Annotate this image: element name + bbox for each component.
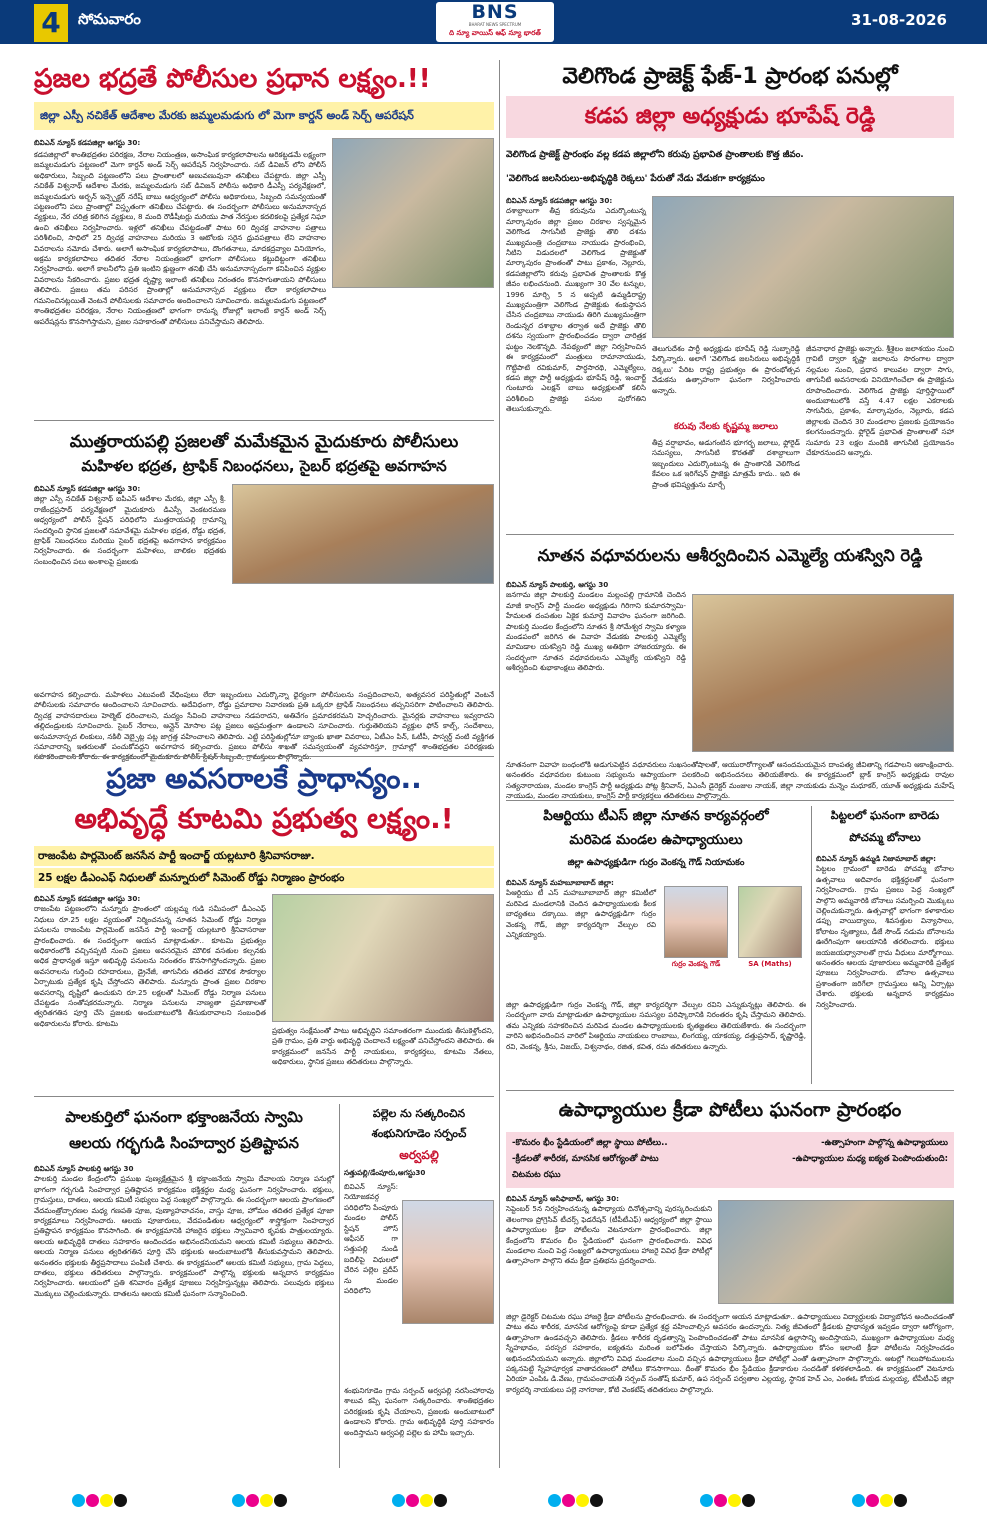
story10-bullets (506, 1132, 954, 1188)
story9-photo (402, 1200, 494, 1324)
story6-body-left: పిఆర్టియు టీ ఎస్ మహబూబాబాద్ జిల్లా కమిటీలో మరిపెడ మండలానికి చెందిన ఉపాధ్యాయులకు కీలక బాధ్యతలు దక్కాయి. జిల్లా ఉపాధ్యక్షుడిగా గుర్రం వెంకన్న గౌడ్, జిల్లా కార్యదర్శిగా వేల్పుల రవి ఎన్నికయ్యారు. (506, 888, 656, 940)
story7-dateline: బివిఎన్ న్యూస్ ఉమ్మడి నిజామాబాద్ జిల్లా: (816, 854, 937, 863)
story2-body-right: జీవనాధార ప్రాజెక్టు అన్నారు. శ్రీశైలం జలాశయం నుంచి గ్రావిటీ ద్వారా కృష్ణా జలాలను సొరంగాల ద్వారా నల్లమల నుంచి, ప్రధాన కాలువల ద్వారా సాగు, తాగునీటి అవసరాలకు వినియోగించేలా ఈ ప్రాజెక్టును రూపొందించారు. వెలిగొండ ప్రాజెక్టు పూర్తిస్థాయిలో అందుబాటులోకి వస్తే 4.47 లక్షల ఎకరాలకు సాగునీరు, ప్రకాశం, మార్కాపురం, నెల్లూరు, కడప జిల్లాలకు చెందిన 30 మండలాల ప్రజలకు ప్రయోజనం కలగనుందన్నారు. ఫ్లోరైడ్ ప్రభావిత ప్రాంతాలతో సహా సుమారు 23 లక్షల మందికి తాగునీటి ప్రయోజనం చేకూరనుందని అన్నారు. (806, 344, 954, 458)
logo-tagline: ది న్యూ వాయిస్ ఆఫ్ న్యూ భారత్ (449, 29, 541, 37)
story10-bullet3: -క్రీడలతో శారీరక, మానసిక ఆరోగ్యంతో పాటు (512, 1154, 659, 1164)
story6-body-left-wrap (506, 878, 656, 998)
story2-headline-line2: కడప జిల్లా అధ్యక్షుడు భూపేష్ రెడ్డి (506, 96, 954, 138)
story2-body-mid2: తీవ్ర వర్షాభావం, అడుగంటిన భూగర్భ జలాలు, ఫ్లోరైడ్ సమస్యలు, సాగునీటి కొరతతో దశాబ్దాలుగా ఇబ్బందులు ఎదుర్కొంటున్న ఈ ప్రాంతానికి వెలిగొండ కేవలం ఒక ఇరిగేషన్ ప్రాజెక్టు మాత్రమే కాదు.. ఇది ఈ ప్రాంత భవిష్యత్తును మార్చే (652, 438, 800, 489)
story3-body: అవగాహన కల్పించారు. మహిళలు ఎటువంటి వేధింపులు లేదా ఇబ్బందులు ఎదుర్కొన్నా ధైర్యంగా పోలీసులను సంప్రదించాలని, అత్యవసర పరిస్థితుల్లో వెంటనే పోలీసులకు సమాచారం అందించాలని సూచించారు. అదేవిధంగా, రోడ్డు ప్రమాదాల నివారణకు ప్రతి ఒక్కరూ ట్రాఫిక్ నిబంధనలు తప్పనిసరిగా పాటించాలని తెలిపారు. ద్విచక్ర వాహనదారులు హెల్మెట్ ధరించాలని, మద్యం సేవించి వాహనాలు నడపరాదని, అతివేగం ప్రమాదకరమని హెచ్చరించారు. మైనర్లకు వాహనాలు ఇవ్వరాదని తల్లిదండ్రులకు సూచించారు. సైబర్ నేరాలు, ఆన్లైన్ మోసాల పట్ల ప్రజలు అప్రమత్తంగా ఉండాలని సూచించారు. గుర్తుతెలియని వ్యక్తుల ఫోన్ కాల్స్, సందేశాలు, అనుమానాస్పద లింకులు, నకిలీ వెబ్సైట్ల పట్ల జాగ్రత్త వహించాలని తెలిపారు. ఎట్టి పరిస్థితుల్లోనూ బ్యాంకు ఖాతా వివరాలు, ఏటీఎం పిన్, ఓటీపీ, పాస్వర్డ్ వంటి వ్యక్తిగత సమాచారాన్ని ఇతరులతో పంచుకోవద్దని అవగాహన కల్పించారు. ప్రజలు పోలీసు శాఖతో సమన్వయంతో వ్యవహరిస్తూ, గ్రామాల్లో శాంతిభద్రతల పరిరక్షణకు (34, 690, 494, 752)
story10-body-left: సెప్టెంబర్ 5న నిర్వహించనున్న ఉపాధ్యాయ దినోత్సవాన్ని పురస్కరించుకుని తెలంగాణ ప్రోగ్రెసివ్ టీచర్స్ ఫెడరేషన్ (టీపీటీఎఫ్) ఆధ్వర్యంలో జిల్లా స్థాయి ఉపాధ్యాయుల క్రీడా పోటీలను వెటనూరుగా ప్రారంభించారు. జిల్లా కేంద్రంలోని కొమరం భీం స్టేడియంలో ఘనంగా ప్రారంభించారు. వివిధ మండలాల నుంచి పెద్ద సంఖ్యలో ఉపాధ్యాయులు హాజరై వివిధ క్రీడా పోటీల్లో ఉత్సాహంగా పాల్గొని తమ క్రీడా ప్రతిభను ప్రదర్శించారు. (506, 1204, 712, 1266)
story6-photo1-caption: గుర్రం వెంకన్న గౌడ్ (671, 960, 721, 968)
story5-subhead2: 25 లక్షల డీఎంఎఫ్ నిధులతో మన్నూరులో సిమెంట్ రోడ్డు నిర్మాణం ప్రారంభం (34, 868, 494, 888)
registration-marks (0, 1488, 987, 1512)
story7-body-wrap (816, 854, 954, 1084)
story5-subhead1: రాజంపేట పార్లమెంట్ జనసేన పార్టీ ఇంచార్జ్ యల్లటూరి శ్రీనివాసరాజు. (34, 846, 494, 866)
story8-headline-line1: పాలకుర్తిలో ఘనంగా భక్తాంజనేయ స్వామి (65, 1108, 303, 1126)
story9-body-left: బివిఎన్ న్యూస్: నియోజకవర్గ పరిధిలోని పేంపూరు మండల పోలీస్ స్టేషన్ హౌస్ ఆఫీసర్ గా సత్తుపల్లి నుండి బదిలీపై విధులలో చేరిన పల్లెల ప్రదీప్ ను మండల పరిధిలోని (344, 1182, 398, 1296)
registration-dots (852, 1492, 908, 1511)
story10-bullet4: -ఉపాధ్యాయుల మధ్య ఐక్యత పెంపొందుతుంది: (792, 1154, 948, 1164)
story5-photo (272, 894, 494, 1022)
story9-body: శంభునిగూడెం గ్రామ సర్పంచ్ అర్వపల్లి నరసింహారావు శాలువ కప్పి ఘనంగా సత్కరించారు. శాంతిభద్రతల పరిరక్షణకు కృషి చేయాలని, ప్రజలకు అందుబాటులో ఉండాలని కోరారు. గ్రామ అభివృద్ధికి పూర్తి సహకారం అందిస్తామని అర్వపల్లి పల్లెల కు హామీ ఇచ్చారు. (344, 1386, 494, 1437)
story3-body-left (34, 484, 226, 690)
divider (506, 800, 954, 801)
registration-dots (72, 1492, 128, 1511)
story4-headline: నూతన వధూవరులను ఆశీర్వదించిన ఎమ్మెల్యే యశస్విని రెడ్డి (537, 546, 923, 565)
divider (506, 534, 954, 535)
story6-photo2-caption: SA (Maths) (748, 960, 792, 968)
story6-photo2 (738, 886, 802, 958)
story8-headline-line2: ఆలయ గర్భగుడి సింహద్వార ప్రతిష్టాపన (69, 1134, 299, 1152)
story9-headline-line2: శంభునిగూడెం సర్పంచ్ (371, 1127, 467, 1140)
story5-headline-line2: అభివృద్ధే కూటమి ప్రభుత్వ లక్ష్యం.! (74, 802, 454, 835)
story1-body: కడపజిల్లాలో శాంతిభద్రతల పరిరక్షణ, నేరాల నియంత్రణ, అసాంఘిక కార్యకలాపాలను అరికట్టడమే లక్ష్యంగా జమ్మలమడుగు పట్టణంలో మెగా కార్డన్ అండ్ సెర్చ్ ఆపరేషన్ నిర్వహించారు. సబ్ డివిజన్ లోని పోలీస్ అధికారులు, సిబ్బంది పట్టణంలోని పలు ప్రాంతాలలో అణువణువునా తనిఖీలు చేపట్టారు. జిల్లా ఎస్పీ నచికేత్ విశ్వనాథ్ ఆదేశాల మేరకు, జమ్మలమడుగు సబ్ డివిజన్ పోలీసు అధికారి డీఎస్పీ పర్యవేక్షణలో, జమ్మలమడుగు అర్బన్ ఇన్స్పెక్టర్ నరేష్ బాబు ఆధ్వర్యంలో పోలీసు అధికారులు, సిబ్బంది సమన్వయంతో పట్టణంలోని పలు ప్రాంతాల్లో విస్తృతంగా తనిఖీలు చేపట్టారు. ఈ సందర్భంగా పోలీసులు అనుమానాస్పద వ్యక్తులు, నేర చరిత్ర కలిగిన వ్యక్తులు, 8 మంది రౌడీషీటర్లు మరియు పాత నేరస్తుల కదలికలపై ప్రత్యేక నిఘా ఉంచి తనిఖీలు నిర్వహించారు. ఇళ్లలో తనిఖీలు చేపట్టడంతో పాటు 60 ద్విచక్ర వాహనాల పత్రాలు పరిశీలించి, సాధిలో 25 ద్విచక్ర వాహనాలు మరియు 3 ఆటోలకు సరైన ధ్రువపత్రాలు లేని వాహనాల వివరాలను నమోదు చేశారు. అలాగే అసాంఘిక కార్యకలాపాలు, దొంగతనాలు, మాదకద్రవ్యాల వినియోగం, అక్రమ కార్యకలాపాలు తదితర నేరాల నియంత్రణలో భాగంగా పోలీసులు కట్టుదిట్టంగా తనిఖీలు నిర్వహించారు. అలాగే కాలనీలోని ప్రతి ఇంటిని క్షుణ్ణంగా తనిఖీ చేసి అనుమానాస్పదంగా కనిపించిన వ్యక్తుల వివరాలను సేకరించారు. ప్రజల భద్రత దృష్ట్యా ఇలాంటి తనిఖీలు నిరంతరం కొనసాగుతాయని పోలీసులు తెలిపారు. ప్రజలు తమ పరిసర ప్రాంతాల్లో అనుమానాస్పద వ్యక్తులు లేదా కార్యకలాపాలు గమనించినట్లయితే వెంటనే పోలీసులకు సమాచారం అందించాలని సూచించారు. జమ్మలమడుగు పట్టణంలో శాంతిభద్రతల పరిరక్షణ, నేరాల నియంత్రణలో భాగంగా రానున్న రోజుల్లో ఇలాంటి కార్డన్ అండ్ సెర్చ్ ఆపరేషన్లను కొనసాగిస్తామని, ప్రజల సహకారంతో పోలీసులు పనిచేస్తామని తెలిపారు. (34, 150, 326, 326)
story6-headline-line2: మరిపెడ మండల ఉపాధ్యాయులు (569, 832, 743, 848)
story8-dateline: బివిఎన్ న్యూస్ పాలకుర్తి ఆగస్టు 30 (34, 1164, 134, 1173)
story2-photo (652, 196, 954, 338)
story4-photo (692, 594, 954, 752)
story10-dateline: బివిఎన్ న్యూస్ ఆసిఫాబాద్, ఆగస్టు 30: (506, 1194, 620, 1203)
story3-body-left-text: జిల్లా ఎస్పీ నచికేత్ విశ్వనాథ్ ఐపిఎస్ ఆదేశాల మేరకు, జిల్లా ఎస్పీ శ్రీ. రాజేంద్రప్రసాద్ పర్యవేక్షణలో మైదుకూరు డిఎస్పీ వెంకటరమణ ఆధ్వర్యంలో పోలీస్ స్టేషన్ పరిధిలోని ముత్తరాయపల్లి గ్రామాన్ని సందర్శించి స్థానిక ప్రజలతో సమావేశమై మహిళల భద్రత, రోడ్డు భద్రత, ట్రాఫిక్ నిబంధనలు మరియు సైబర్ భద్రతపై అవగాహన కార్యక్రమం నిర్వహించారు. ఈ సందర్భంగా మహిళలు, బాలికల భద్రతకు సంబంధించిన పలు అంశాలపై ప్రజలకు (34, 494, 226, 566)
story4-body-left: జనగామ జిల్లా పాలకుర్తి మండలం మల్లంపల్లి గ్రామానికి చెందిన మాజీ కాంగ్రెస్ పార్టీ మండల అధ్యక్షుడు గిరిగాని కుమారస్వామి-హేమలత దంపతుల ఏకైక కుమార్తె వివాహం ఘనంగా జరిగింది. పాలకుర్తి మండల కేంద్రంలోని నూతన శ్రీ సోమేశ్వర స్వామి కళ్యాణ మండపంలో జరిగిన ఈ వివాహ వేడుకకు పాలకుర్తి ఎమ్మెల్యే మామిడాల యశస్విని రెడ్డి ముఖ్య అతిథిగా హాజరయ్యారు. ఈ సందర్భంగా నూతన వధూవరులను ఎమ్మెల్యే యశస్విని రెడ్డి ఆశీర్వదించి శుభాకాంక్షలు తెలిపారు. (506, 590, 686, 673)
registration-dots (232, 1492, 288, 1511)
story5-headline-line1: ప్రజా అవసరాలకే ప్రాధాన్యం.. (106, 762, 422, 795)
registration-dots (392, 1492, 448, 1511)
story1-dateline: బివిఎన్ న్యూస్ కడపజిల్లా ఆగస్టు 30: (34, 138, 141, 147)
story1-headline: ప్రజల భద్రతే పోలీసుల ప్రధాన లక్ష్యం.!! (34, 64, 431, 94)
masthead-date: 31-08-2026 (851, 11, 947, 29)
story1-subhead: జిల్లా ఎస్పీ నచికేత్ ఆదేశాల మేరకు జమ్మలమడుగు లో మెగా కార్డన్ అండ్ సెర్చ్ ఆపరేషన్ (34, 102, 494, 130)
story2-headline-line1: వెలిగొండ ప్రాజెక్ట్ ఫేజ్-1 ప్రారంభ పనుల్లో (562, 64, 898, 89)
story9-headline-line3: అర్వపల్లి (399, 1148, 439, 1162)
divider (34, 1096, 494, 1097)
story2-subhead2: 'వెలిగొండ జలసిరులు-అభివృద్ధికి రెక్కలు' పేరుతో నేడు వేడుకగా కార్యక్రమం (506, 174, 765, 184)
registration-dots (548, 1492, 604, 1511)
story6-photo1 (664, 886, 728, 958)
logo-sub: BHARAT NEWS SPECTRUM (468, 22, 522, 27)
divider (339, 1104, 340, 1468)
story2-body-mid: తెలుగుదేశం పార్టీ అధ్యక్షుడు భూపేష్ రెడ్డి సుబ్బారెడ్డి పేర్కొన్నారు. అలాగే 'వెలిగొండ జలసిరులు అభివృద్ధికి రెక్కలు' పేరిట రాష్ట్ర ప్రభుత్వం ఈ ప్రారంభోత్సవ వేడుకను ఉత్సాహంగా ఘనంగా నిర్వహించారు అన్నారు. (652, 344, 800, 395)
story3-headline-line2: మహిళల భద్రత, ట్రాఫిక్ నిబంధనలు, సైబర్ భద్రతపై అవగాహన (81, 457, 447, 475)
story3-headline-line1: ముత్తరాయపల్లి ప్రజలతో మమేకమైన మైదుకూరు పోలీసులు (69, 432, 459, 452)
divider (34, 756, 494, 757)
masthead-day: సోమవారం (78, 10, 141, 28)
story3-photo (232, 484, 494, 584)
story9-headline-line1: పల్లెల ను సత్కరించిన (372, 1107, 466, 1120)
story2-dateline: బివిఎన్ న్యూస్ కడపజిల్లా ఆగస్టు 30: (506, 196, 613, 205)
story8-body: పాలకుర్తి మండల కేంద్రంలోని ప్రముఖ పుణ్యక్షేత్రమైన శ్రీ భక్తాంజనేయ స్వామి దేవాలయ నిర్మాణ పనుల్లో భాగంగా గర్భగుడి సింహద్వార ప్రతిష్టాపన కార్యక్రమం భక్తిశ్రద్ధల మధ్య ఘనంగా నిర్వహించారు. భక్తులు, గ్రామస్తులు, దాతలు, ఆలయ కమిటీ సభ్యులు పెద్ద సంఖ్యలో పాల్గొన్నారు. ఈ సందర్భంగా ఆలయ ప్రాంగణంలో వేదమంత్రోచ్ఛారణల మధ్య గణపతి పూజ, పుణ్యాహవాచనం, వాస్తు పూజ, హోమం తదితర ప్రత్యేక పూజా కార్యక్రమాలు నిర్వహించారు. ఆలయ పూజారులు, వేదపండితుల ఆధ్వర్యంలో శాస్త్రోక్తంగా సింహద్వార ప్రతిష్టాపన కార్యక్రమం కొనసాగింది. ఈ కార్యక్రమానికి హాజరైన భక్తులు స్వామివారి కృపకు పాత్రులయ్యారు. ఆలయ అభివృద్ధికి దాతలు సహకారం అందించడం అభినందనీయమని ఆలయ కమిటీ సభ్యులు తెలిపారు. ఆలయ నిర్మాణ పనులు త్వరితగతిన పూర్తి చేసి భక్తులకు అందుబాటులోకి తీసుకువస్తామని తెలిపారు. అనంతరం భక్తులకు తీర్థప్రసాదాలు పంపిణీ చేశారు. ఈ కార్యక్రమంలో ఆలయ కమిటీ సభ్యులు, గ్రామ పెద్దలు, దాతలు, భక్తులు తదితరులు పాల్గొన్నారు. కార్యక్రమంలో పాల్గొన్న భక్తులకు అన్నదాన కార్యక్రమం నిర్వహించారు. ఆలయంలో ప్రతి శనివారం ప్రత్యేక పూజలు నిర్వహిస్తున్నట్లు తెలిపారు. పలువురు భక్తులు మొక్కులు చెల్లించుకున్నారు. దాతలను ఆలయ కమిటీ ఘనంగా సన్మానించింది. (34, 1174, 334, 1298)
story10-bullet1: -కొమరం భీం స్టేడియంలో జిల్లా స్థాయి పోటీలు.. (512, 1138, 668, 1148)
story6-dateline: బివిఎన్ న్యూస్ మహబూబాబాద్ జిల్లా: (506, 878, 614, 887)
story10-body-left-wrap (506, 1194, 712, 1312)
story7-body: పిట్టలం గ్రామంలో బారెడు పోచమ్మ బోనాల ఉత్సవాలు అదివారం భక్తిశ్రద్ధలతో ఘనంగా నిర్వహించారు. గ్రామ ప్రజలు పెద్ద సంఖ్యలో పాల్గొని అమ్మవారికి బోనాలు సమర్పించి మొక్కులు చెల్లించుకున్నారు. ఉత్సవాల్లో భాగంగా కళాకారుల డప్పు వాయిద్యాలు, శివసత్తుల విన్యాసాలు, కోలాటం నృత్యాలు, డీజే సౌండ్ నడుమ బోనాలను ఊరేగింపుగా ఆలయానికి తరలించారు. భక్తులు జయజయధ్వానాలతో గ్రామ వీధులు మార్మోగాయి. అనంతరం ఆలయ పూజారులు అమ్మవారికి ప్రత్యేక పూజలు నిర్వహించారు. బోనాల ఉత్సవాలు ప్రశాంతంగా జరిగేలా గ్రామస్తులు అన్ని ఏర్పాట్లు చేశారు. భక్తులకు అన్నదాన కార్యక్రమం నిర్వహించారు. (816, 864, 954, 1009)
divider (499, 60, 500, 1468)
story4-body-left-wrap (506, 580, 686, 758)
story3-dateline: బివిఎన్ న్యూస్ కడపజిల్లా ఆగస్టు 30: (34, 484, 141, 493)
story10-bullet2: -ఉత్సాహంగా పాల్గొన్న ఉపాధ్యాయులు (821, 1138, 948, 1148)
story2-subhead1: వెలిగొండ ప్రాజెక్ట్ ప్రారంభం వల్ల కడప జిల్లాలోని కరువు ప్రభావిత ప్రాంతాలకు కొత్త జీవం. (506, 150, 804, 160)
story6-headline-line1: పిఆర్టియు టీఎస్ జిల్లా నూతన కార్యవర్గంలో (543, 808, 769, 824)
logo-text: BNS (471, 1, 519, 23)
page-number: 4 (34, 4, 68, 42)
story7-headline-line1: పిట్టలలో ఘనంగా బారెడు (830, 809, 940, 822)
divider (34, 420, 494, 421)
story10-photo (718, 1200, 954, 1304)
story1-photo (332, 138, 494, 288)
registration-dots (700, 1492, 756, 1511)
story2-body-left-wrap (506, 196, 646, 506)
story10-body: జిల్లా డైరెక్టర్ చిటమట రఘు హాజరై క్రీడా పోటీలను ప్రారంభించారు. ఈ సందర్భంగా ఆయన మాట్లాడుతూ.. ఉపాధ్యాయులు విద్యార్థులకు విద్యాబోధన అందించడంతో పాటు తమ శారీరక, మానసిక ఆరోగ్యంపై కూడా ప్రత్యేక శ్రద్ధ వహించాల్సిన అవసరం ఉందన్నారు. నిత్య జీవితంలో క్రీడలకు ప్రాధాన్యత ఇవ్వడం ద్వారా ఆరోగ్యంగా, ఉత్సాహంగా ఉండవచ్చని తెలిపారు. క్రీడలు శారీరక దృఢత్వాన్ని పెంపొందించడంతో పాటు మానసిక ఉల్లాసాన్ని అందిస్తాయని, ముఖ్యంగా ఉపాధ్యాయుల మధ్య స్నేహభావం, పరస్పర సహకారం, ఐక్యతను మరింత బలోపేతం చేస్తాయని పేర్కొన్నారు. ఉపాధ్యాయుల కోసం ఇలాంటి క్రీడా పోటీలను నిర్వహించడం అభినందనీయమని అన్నారు. జిల్లాలోని వివిధ మండలాల నుంచి వచ్చిన ఉపాధ్యాయులు క్రీడా పోటీల్లో ఎంతో ఉత్సాహంగా పాల్గొన్నారు. ఆటల్లో గెలుపోటములను పక్కనపెట్టి స్నేహపూర్వక వాతావరణంలో పోటీలు కొనసాగాయి. దీంతో కొమరం భీం స్టేడియం క్రీడాకారుల సందడితో కళకళలాడింది. ఈ కార్యక్రమంలో వెటనూరు ఏరియా ఎంపిఓ డి.వేణు, గ్రామపంచాయతీ సర్పంచ్ సంతోష్ కుమార్, ఉప సర్పంచ్ పర్వతాల ఎల్లయ్య, స్థానిక హెచ్ ఎం, ఎంఈఓ కోయడ మల్లయ్య, టీపీటీఎఫ్ జిల్లా కార్యదర్శి నాయకులు పల్లె నాగరాజు, కోటి వెంకటేష్ తదితరులు పాల్గొన్నారు. (506, 1312, 954, 1394)
story6-body: జిల్లా ఉపాధ్యక్షుడిగా గుర్రం వెంకన్న గౌడ్, జిల్లా కార్యదర్శిగా వేల్పుల రవిని ఎన్నుకున్నట్లు తెలిపారు. ఈ సందర్భంగా వారు మాట్లాడుతూ ఉపాధ్యాయుల సమస్యల పరిష్కారానికి నిరంతరం కృషి చేస్తామని తెలిపారు. తమ ఎన్నికకు సహకరించిన మరిపెడ మండల ఉపాధ్యాయులకు కృతజ్ఞతలు తెలియజేశారు. ఈ సందర్భంగా వారిని అభినందించిన వారిలో పిఆర్టియు నాయకులు రాంబాబు, లింగయ్య, యాకయ్య, దత్తుప్రసాద్, కృష్ణారెడ్డి, రవి, వెంకన్న, శ్రీను, విజయ్, విశ్వనాథం, రజిత, కవిత, రమ తదితరులు ఉన్నారు. (506, 1000, 806, 1051)
divider (811, 806, 812, 1084)
story5-body-right: ప్రభుత్వం సంక్షేమంతో పాటు అభివృద్ధిని సమాంతరంగా ముందుకు తీసుకెళ్తోందని, ప్రతి గ్రామం, ప్రతి వార్డు అభివృద్ధి చెందాలనే లక్ష్యంతో పనిచేస్తోందని తెలిపారు. ఈ కార్యక్రమంలో జనసేన పార్టీ నాయకులు, కార్యకర్తలు, కూటమి నేతలు, అధికారులు, స్థానిక ప్రజలు తదితరులు పాల్గొన్నారు. (272, 1026, 494, 1067)
masthead-logo (436, 2, 554, 42)
story8-body-wrap (34, 1164, 334, 1466)
masthead-bar (0, 0, 987, 44)
story10-headline: ఉపాధ్యాయుల క్రీడా పోటీలు ఘనంగా ప్రారంభం (558, 1099, 902, 1121)
story10-bullet5: చిటమట రఘు (512, 1170, 561, 1180)
story2-pullquote: కరువు నేలకు కృష్ణమ్మ జలాలు (674, 422, 778, 432)
divider (506, 1090, 954, 1091)
story4-body: నూతనంగా వివాహ బంధంలోకి అడుగుపెట్టిన వధూవరులు సుఖసంతోషాలతో, ఆయురారోగ్యాలతో ఆనందమయమైన దాంపత్య జీవితాన్ని గడపాలని ఆకాంక్షించారు. అనంతరం వధూవరుల కుటుంబ సభ్యులను ఆప్యాయంగా పలకరించి అభినందనలు తెలియజేశారు. ఈ కార్యక్రమంలో బ్లాక్ కాంగ్రెస్ అధ్యక్షుడు రావుల సత్యనారాయణ, మండల కాంగ్రెస్ పార్టీ అధ్యక్షుడు పోట్ల శ్రీనివాస్, ఏఎంసీ డైరెక్టర్ మంజుల నాయక్, జిల్లా నాయకుడు మన్నెం మధూకర్, యూత్ అధ్యక్షుడు మహేష్ నాయుడు, మండల నాయకులు, కాంగ్రెస్ పార్టీ కార్యకర్తలు తదితరులు పాల్గొన్నారు. (506, 760, 954, 801)
story6-subhead: జిల్లా ఉపాధ్యక్షుడిగా గుర్రం వెంకన్న గౌడ్ నియామకం (567, 858, 745, 868)
story5-body-left (34, 894, 266, 1092)
story2-body-left: దశాబ్దాలుగా తీవ్ర కరువును ఎదుర్కొంటున్న మార్కాపురం జిల్లా ప్రజల చిరకాల స్వప్నమైన వెలిగొండ సాగునీటి ప్రాజెక్టు తొలి దశను ముఖ్యమంత్రి చంద్రబాబు నాయుడు ప్రారంభించి, నీటిని విడుదలలో వెలిగొండ ప్రాజెక్టుతో మార్కాపురం ప్రాంతంతో పాటు ప్రకాశం, నెల్లూరు, కడపజిల్లాలోని కరువు ప్రభావిత ప్రాంతాలకు కొత్త జీవం లభించనుంది. ముఖ్యంగా 30 వేల టన్నుల, 1996 మార్చి 5 న అప్పటి ఉమ్మడిరాష్ట్ర ముఖ్యమంత్రిగా వెలిగొండ ప్రాజెక్టుకు శంకుస్థాపన చేసిన చంద్రబాబు నాయుడు తిరిగి ముఖ్యమంత్రిగా రెండున్నర దశాబ్దాల తర్వాత అదే ప్రాజెక్టు తొలి దశను స్వయంగా ప్రారంభించడం ద్వారా చారిత్రక ఘట్టం నెలకొన్నది. నేపథ్యంలో జిల్లా నిర్వహించిన ఈ కార్యక్రమంలో మంత్రులు రామానాయుడు, గొట్టిపాటి రవికుమార్, పార్థసారథి, ఎమ్మెల్యేలు, కడప జిల్లా పార్టీ అధ్యక్షుడు భూపేష్ రెడ్డి, ఇంచార్జ్ గుంటూరు ఎలక్షన్ బాబు అధ్యక్షులతో కలిసి పరిశీలించి ప్రాజెక్టు పనుల పురోగతిని తెలుసుకున్నారు. (506, 206, 646, 414)
story7-headline-line2: పోచమ్మ బోనాలు (849, 831, 921, 844)
story5-dateline: బివిఎన్ న్యూస్ కడపజిల్లా ఆగస్టు 30: (34, 894, 141, 903)
story5-body-left-text: రాజంపేట పట్టణంలోని మన్నూరు ప్రాంతంలో యల్లమ్మ గుడి సమీపంలో డీఎంఎఫ్ నిధులు రూ.25 లక్షల వ్యయంతో నిర్మించనున్న నూతన సిమెంట్ రోడ్డు నిర్మాణ పనులను రాజంపేట పార్లమెంట్ జనసేన పార్టీ ఇంచార్జ్ యల్లటూరి శ్రీనివాసరాజు ప్రారంభించారు. ఈ సందర్భంగా ఆయన మాట్లాడుతూ.. కూటమి ప్రభుత్వం అధికారంలోకి వచ్చినప్పటి నుంచి ప్రజలు అవసరమైన మౌలిక వసతుల కల్పనకు అధిక ప్రాధాన్యత ఇస్తూ అభివృద్ధి పనులను నిరంతరం కొనసాగిస్తోందన్నారు. ప్రజల అవసరాలను గుర్తించి రహదారులు, డ్రైనేజీ, తాగునీరు తదితర మౌలిక సౌకర్యాల ఏర్పాటుకు ప్రత్యేక కృషి చేస్తోందని తెలిపారు. మన్నూరు ప్రాంత ప్రజల చిరకాల అవసరాన్ని దృష్టిలో ఉంచుకుని రూ.25 లక్షలతో సిమెంట్ రోడ్డు నిర్మాణ పనులు చేపట్టడం సంతోషకరమన్నారు. నిర్మాణ పనులను నాణ్యతా ప్రమాణాలతో త్వరితగతిన పూర్తి చేసి ప్రజలకు అందుబాటులోకి తీసుకురావాలని సంబంధిత అధికారులను కోరారు. కూటమి (34, 904, 266, 1028)
story9-dateline: సత్తుపల్లి/డేంపూరు,ఆగస్టు30 (344, 1168, 426, 1177)
story4-dateline: బివిఎన్ న్యూస్ పాలకుర్తి, ఆగస్టు 30 (506, 580, 609, 589)
